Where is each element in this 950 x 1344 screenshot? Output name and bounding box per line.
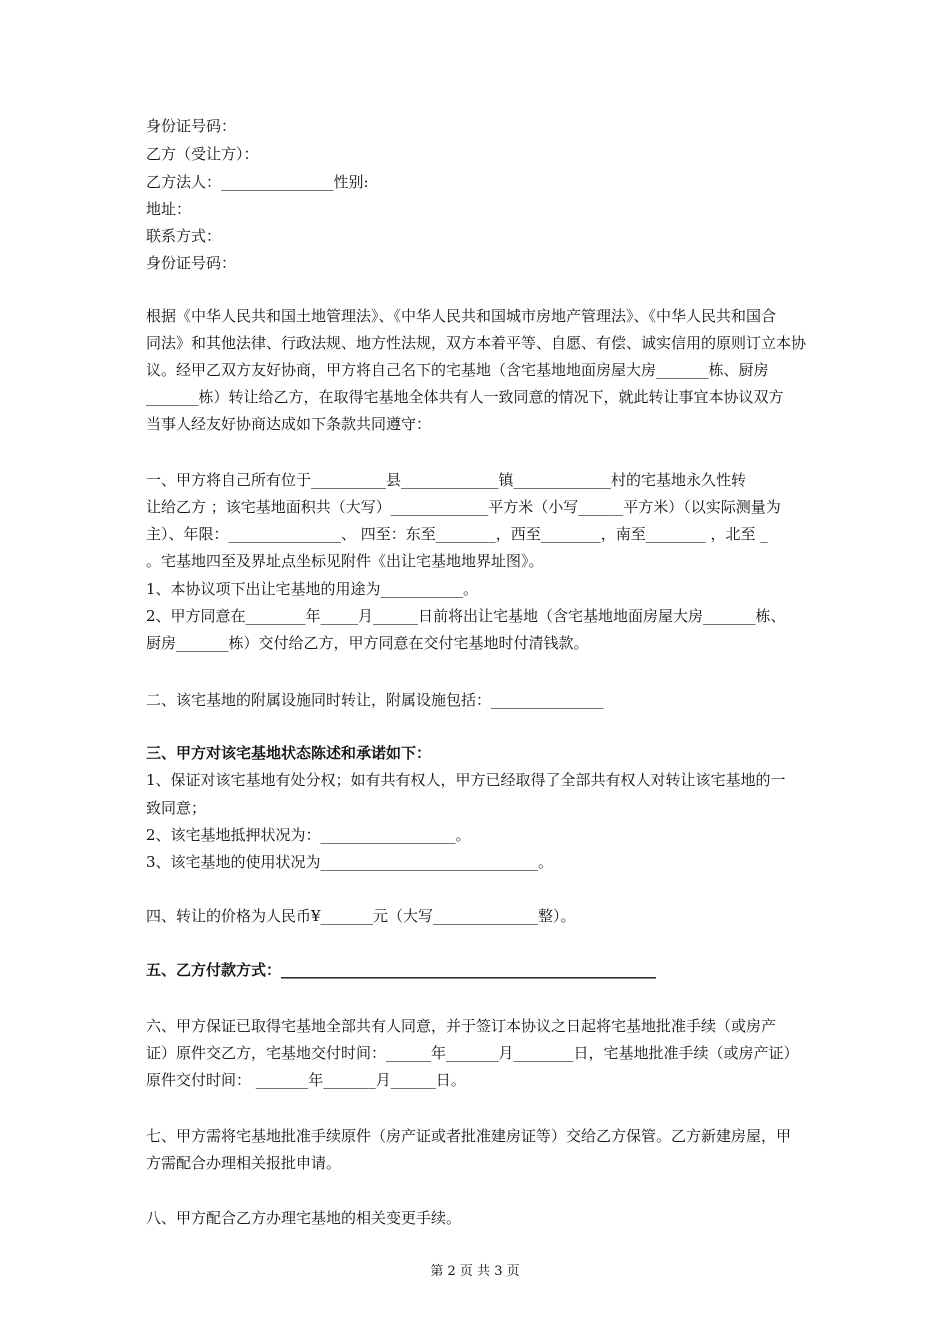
article6-line: 证）原件交乙方，宅基地交付时间：______年_______月________日，宅基地批准手续（或房产证） [146, 1044, 799, 1062]
article3-line: 2、该宅基地抵押状况为：__________________。 [146, 826, 471, 844]
article1-line: 主）、年限：_______________、 四至：东至________，西至________，南至________ ，北至 _ [146, 525, 768, 543]
article7-line: 方需配合办理相关报批申请。 [146, 1154, 342, 1172]
article1-line: 1、本协议项下出让宅基地的用途为___________。 [146, 580, 479, 598]
preamble-line: 根据《中华人民共和国土地管理法》、《中华人民共和国城市房地产管理法》、《中华人民共和国合 [146, 307, 777, 325]
preamble-line: 同法》和其他法律、行政法规、地方性法规，双方本着平等、自愿、有偿、诚实信用的原则订立本协 [146, 334, 807, 352]
article1-line: 厨房_______栋）交付给乙方，甲方同意在交付宅基地时付清钱款。 [146, 634, 589, 652]
article1-line: 一、甲方将自己所有位于__________县_____________镇_____________村的宅基地永久性转 [146, 471, 747, 489]
article1-line: 2、甲方同意在________年_____月______日前将出让宅基地（含宅基地地面房屋大房_______栋、 [146, 607, 786, 625]
article5: 五、乙方付款方式：__________________________________________________ [146, 961, 657, 979]
article3-line: 致同意； [146, 799, 207, 817]
article6-line: 六、甲方保证已取得宅基地全部共有人同意，并于签订本协议之日起将宅基地批准手续（或房产 [146, 1017, 777, 1035]
article6-line: 原件交付时间： _______年_______月______日。 [146, 1071, 466, 1089]
party-b-title: 乙方（受让方）： [146, 145, 259, 163]
party-b-address: 地址： [146, 200, 192, 218]
article4: 四、转让的价格为人民币¥_______元（大写______________整）。 [146, 907, 576, 925]
article1-line: 。宅基地四至及界址点坐标见附件《出让宅基地地界址图》。 [146, 552, 544, 570]
page-footer: 第 2 页 共 3 页 [430, 1264, 520, 1279]
article2: 二、该宅基地的附属设施同时转让，附属设施包括：_______________ [146, 691, 604, 709]
article3-line: 1、保证对该宅基地有处分权；如有共有权人，甲方已经取得了全部共有权人对转让该宅基地的一 [146, 771, 786, 789]
article8: 八、甲方配合乙方办理宅基地的相关变更手续。 [146, 1209, 462, 1227]
party-b-legal-rep: 乙方法人：_______________性别: [146, 173, 369, 191]
party-a-id-label: 身份证号码： [146, 117, 237, 135]
preamble-line: 当事人经友好协商达成如下条款共同遵守： [146, 415, 432, 433]
party-b-id-label: 身份证号码： [146, 254, 237, 272]
preamble-line: 议。经甲乙双方友好协商，甲方将自己名下的宅基地（含宅基地地面房屋大房_______栋、厨房 [146, 361, 769, 379]
article7-line: 七、甲方需将宅基地批准手续原件（房产证或者批准建房证等）交给乙方保管。乙方新建房屋，甲 [146, 1127, 792, 1145]
article1-line: 让给乙方 ；该宅基地面积共（大写）_____________平方米（小写______平方米）（以实际测量为 [146, 498, 781, 516]
article3-heading: 三、甲方对该宅基地状态陈述和承诺如下： [146, 744, 432, 762]
article3-line: 3、该宅基地的使用状况为_____________________________。 [146, 853, 554, 871]
preamble-line: _______栋）转让给乙方，在取得宅基地全体共有人一致同意的情况下，就此转让事宜本协议双方 [146, 388, 784, 406]
party-b-contact: 联系方式： [146, 227, 222, 245]
